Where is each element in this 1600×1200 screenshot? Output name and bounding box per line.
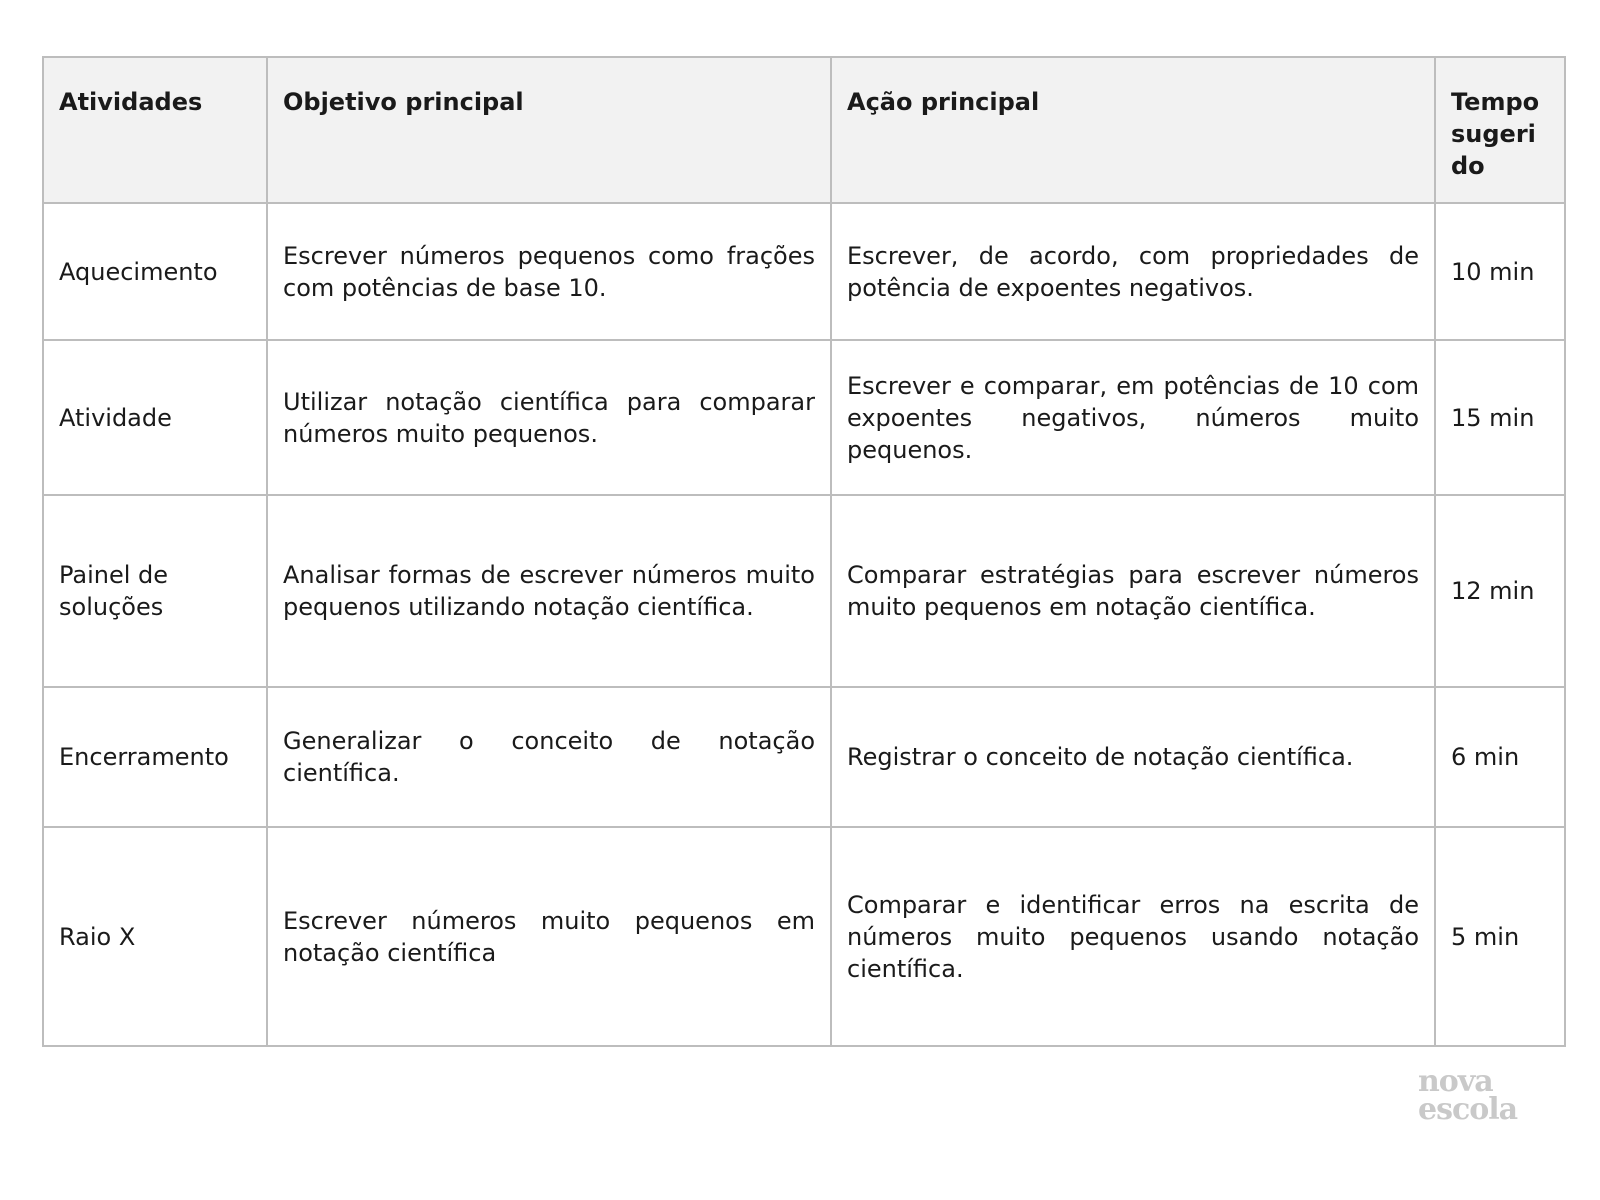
cell-acao: Comparar e identificar erros na escrita de números muito pequenos usando notação científica.: [831, 827, 1435, 1046]
lesson-plan-table: [42, 56, 1566, 1047]
table-row: [43, 340, 1565, 495]
header-objetivo-principal: Objetivo principal: [267, 57, 831, 203]
table-row: [43, 495, 1565, 687]
header-acao-principal: Ação principal: [831, 57, 1435, 203]
cell-tempo: 6 min: [1435, 687, 1565, 827]
header-tempo-sugerido: Tempo sugerido: [1435, 57, 1565, 203]
cell-objetivo: Escrever números pequenos como frações com potências de base 10.: [267, 203, 831, 340]
cell-objetivo: Utilizar notação científica para comparar números muito pequenos.: [267, 340, 831, 495]
cell-objetivo: Analisar formas de escrever números muito pequenos utilizando notação científica.: [267, 495, 831, 687]
cell-tempo: 10 min: [1435, 203, 1565, 340]
cell-tempo: 15 min: [1435, 340, 1565, 495]
table-row: [43, 203, 1565, 340]
logo-line-nova: nova: [1418, 1064, 1493, 1099]
cell-tempo: 12 min: [1435, 495, 1565, 687]
header-atividades: Atividades: [43, 57, 267, 203]
table-row: [43, 827, 1565, 1046]
cell-acao: Registrar o conceito de notação científica.: [831, 687, 1435, 827]
cell-atividade: Aquecimento: [43, 203, 267, 340]
cell-atividade: Painel de soluções: [43, 495, 267, 687]
logo-line-escola: escola: [1418, 1092, 1518, 1127]
cell-acao: Escrever e comparar, em potências de 10 com expoentes negativos, números muito pequenos.: [831, 340, 1435, 495]
cell-acao: Comparar estratégias para escrever números muito pequenos em notação científica.: [831, 495, 1435, 687]
nova-escola-logo: [1418, 1064, 1538, 1127]
cell-atividade: Raio X: [43, 827, 267, 1046]
cell-objetivo: Escrever números muito pequenos em notação científica: [267, 827, 831, 1046]
cell-acao: Escrever, de acordo, com propriedades de potência de expoentes negativos.: [831, 203, 1435, 340]
table-row: [43, 687, 1565, 827]
cell-atividade: Encerramento: [43, 687, 267, 827]
cell-tempo: 5 min: [1435, 827, 1565, 1046]
cell-objetivo: Generalizar o conceito de notação científica.: [267, 687, 831, 827]
table-header-row: [43, 57, 1565, 203]
cell-atividade: Atividade: [43, 340, 267, 495]
